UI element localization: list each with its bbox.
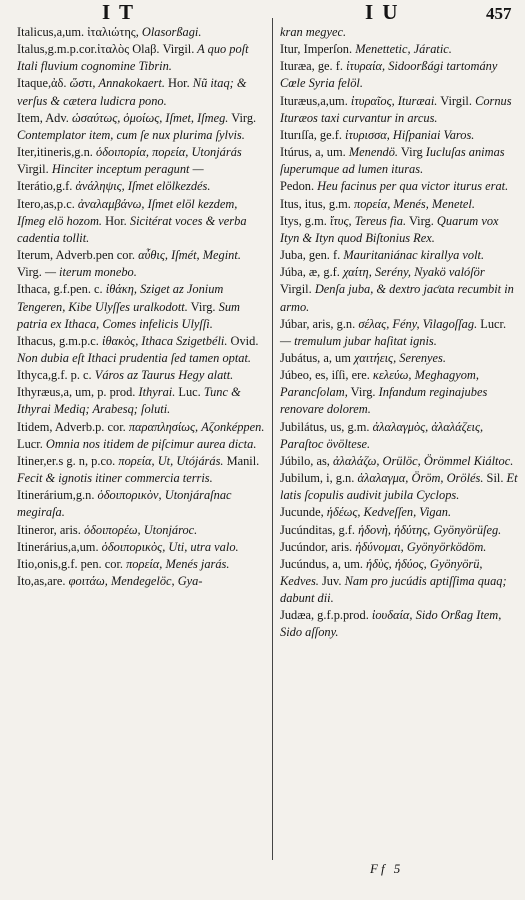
dictionary-entry [17,419,268,453]
left-column [17,24,268,590]
entry-headword: Juba, gen. f. [280,248,341,263]
dictionary-entry [280,58,518,92]
entry-gloss: — iterum monebo. [41,265,137,280]
entry-gloss: ἰθακὸς, Ithaca Szigetbéli. [98,333,228,348]
dictionary-entry [17,196,268,247]
dictionary-entry [17,24,268,41]
entry-headword: Jubilátus, us, g.m. [280,419,370,434]
entry-gloss: πορεία, Menés jarás. [123,556,230,571]
dictionary-entry [17,333,268,367]
entry-gloss: Tunc & Ithyrai Mediq; Arabesq; ſoluti. [17,385,241,417]
entry-headword: Ituræus,a,um. [280,93,348,108]
dictionary-entry [280,196,518,213]
dictionary-entry [280,144,518,178]
dictionary-entry [280,453,518,470]
entry-headword: Ithaca, g.f.pen. c. [17,282,103,297]
page-number: 457 [486,4,512,23]
entry-gloss: Heu facinus per qua victor iturus erat. [314,179,509,194]
entry-headword: Lucr. [477,316,507,331]
entry-gloss: κελεύω, Meghagyom, Parancſolam, [280,368,479,400]
dictionary-entry [17,539,268,556]
entry-gloss: ἰτυρισσα, Hiſpaniai Varos. [341,127,475,142]
entry-gloss: Et latis ſcopulis audivit jubila Cyclops. [280,471,518,503]
dictionary-entry [17,178,268,195]
entry-headword: Itinerárius,a,um. [17,539,99,554]
entry-gloss: Nũ itaq; & verſus & cætera ludicra pono. [17,76,247,108]
entry-headword: Luc. [175,385,201,400]
entry-gloss: ἀλαλάζω, Orülöc, Örömmel Kiáltoc. [329,453,514,468]
entry-headword: Itúrus, a, um. [280,145,346,160]
column-divider [272,18,273,860]
dictionary-entry [280,350,518,367]
entry-gloss: Infandum reginajubes renovare dolorem. [280,385,488,417]
dictionary-entry [280,127,518,144]
signature-mark: Ff 5 [370,861,404,876]
entry-headword: Ithyræus,a, um, p. prod. [17,385,136,400]
entry-gloss: A quo poſt Itali fluvium cognomine Tibrin. [17,42,249,74]
dictionary-entry [17,281,268,332]
entry-headword: Sil. [483,471,504,486]
dictionary-entry [17,573,268,590]
entry-headword: Iterátio,g.f. [17,179,73,194]
dictionary-entry [280,470,518,504]
dictionary-entry [280,504,518,521]
entry-gloss: ἡδονὴ, ἡδύτης, Gyönyörüſeg. [355,522,502,537]
entry-headword: Júbilo, as, [280,453,330,468]
dictionary-entry [17,144,268,178]
entry-gloss: αὖθις, Iſmét, Megint. [135,248,241,263]
entry-headword: Iterum, Adverb.pen cor. [17,248,136,263]
entry-gloss: Menendö. [345,145,399,160]
entry-gloss: Contemplator item, cum ſe nux plurima ſylvis. [17,127,245,142]
entry-gloss: Cornus Ituræos taxi curvantur in arcus. [280,93,512,125]
entry-gloss: ἡδύνομαι, Gyönyörködöm. [352,539,487,554]
entry-gloss: ὁδοιπορέω, Utonjároc. [80,522,198,537]
entry-headword: Itys, g.m. [280,213,327,228]
entry-headword: Hor. [164,76,190,91]
entry-headword: Virgil. [437,93,472,108]
entry-headword: Ithacus, g.m.p.c. [17,333,99,348]
entry-headword: Itidem, Adverb.p. cor. [17,419,126,434]
entry-gloss: ὁδοιπορία, πορεία, Utonjárás [92,145,242,160]
entry-headword: Virg. [406,213,434,228]
entry-gloss: ἰουδαία, Sido Orßag Item, Sido aſſony. [280,608,502,640]
dictionary-entry [17,522,268,539]
entry-headword: Jubátus, a, um [280,350,351,365]
entry-headword: Virg. [17,265,42,280]
dictionary-entry [280,247,518,264]
dictionary-entry [280,419,518,453]
entry-gloss: Omnia nos itidem de piſcimur aurea dicta. [42,436,257,451]
entry-gloss: ἀνάληψις, Iſmet elölkezdés. [72,179,211,194]
entry-headword: Itur, Imperſon. [280,42,353,57]
dictionary-entry [280,367,518,418]
entry-gloss: Non dubia eſt Ithaci prudentia ſed tamen optat. [17,350,252,365]
dictionary-entry [17,453,268,487]
entry-gloss: ὥστι, Annakokaert. [66,76,165,91]
entry-gloss: Quarum vox Ityn & Ityn quod Biſtonius Rex. [280,213,499,245]
entry-gloss: Denſa juba, & dextro jaƈata recumbit in armo. [280,282,514,314]
dictionary-entry [17,384,268,418]
entry-gloss: ἡδέως, Kedveſſen, Vigan. [323,505,452,520]
entry-gloss: Olasorßagi. [138,25,202,39]
entry-gloss: Menettetic, Járatic. [352,42,452,57]
entry-headword: Item, Adv. [17,110,69,125]
entry-gloss: χαίτη, Serény, Nyakö valóſör [339,265,485,280]
dictionary-entry [280,213,518,247]
entry-gloss: Hinciter inceptum peragunt — [48,162,204,177]
entry-headword: Itineror, aris. [17,522,81,537]
dictionary-entry [280,178,518,195]
dictionary-entry [280,556,518,607]
entry-headword: Ito,as,are. [17,574,66,588]
entry-headword: Hor. [102,213,127,228]
entry-gloss: Sicitérat voces & verba cadentia tollit. [17,213,247,245]
entry-headword: Ituræa, ge. f. [280,59,343,74]
entry-headword: Jubilum, i, g.n. [280,471,355,486]
entry-gloss: Nam pro jucúdis aptiſſima quaq; dabunt dii. [280,574,507,606]
entry-gloss: ἰτυραῖος, Ituræai. [347,93,438,108]
entry-gloss: πορεία, Menés, Menetel. [350,196,475,211]
entry-headword: Júba, æ, g.f. [280,265,340,280]
entry-headword: Juv. [318,574,342,588]
dictionary-entry [17,556,268,573]
entry-headword: Itero,as,p.c. [17,196,75,211]
entry-headword: Ithyca,g.f. p. c. [17,368,92,383]
entry-headword: Itiner,er.s g. n, p.co. [17,453,116,468]
dictionary-entry [17,367,268,384]
entry-headword: Jucunde, [280,505,324,520]
entry-gloss: Mauritaniánac kirallya volt. [340,248,485,263]
entry-headword: Jucúnditas, g.f. [280,522,356,537]
entry-gloss: ἀλαλαγμὸς, ἀλαλάζεις, Paraſtoc övöltese. [280,419,484,451]
entry-gloss: ὡσαύτως, ὁμοίως, Iſmet, Iſmeg. [68,110,229,125]
entry-gloss: ἰθάκη, Sziget az Jonium Tengeren, Kibe Ulyſſes uralkodott. [17,282,224,314]
entry-headword: Virg [398,145,423,160]
entry-gloss: ὁδοιπορικὸς, Uti, utra valo. [98,539,239,554]
entry-headword: Italicus,a,um. ἰταλιώτης, [17,25,139,39]
dictionary-entry [280,539,518,556]
dictionary-entry [17,41,268,75]
entry-headword: Iturıſſa, ge.f. [280,127,342,142]
entry-headword: Virg. [187,299,216,314]
entry-gloss: ἴτυς, Tereus fia. [326,213,407,228]
running-head-right: I U [365,0,400,24]
entry-headword: Pedon. [280,179,315,194]
dictionary-entry [280,316,518,350]
entry-gloss: χαιτήεις, Serenyes. [350,350,446,365]
entry-gloss: Fecit & ignotis itiner commercia terris. [17,471,213,486]
entry-headword: Judæa, g.f.p.prod. [280,608,369,623]
entry-headword: Itinerárium,g.n. [17,488,95,503]
dictionary-entry [17,110,268,144]
entry-headword: Júbeo, es, iſſi, ere. [280,368,370,383]
dictionary-entry [280,93,518,127]
dictionary-entry [17,487,268,521]
entry-gloss: φοιτάω, Mendegelöc, Gya- [65,574,203,588]
entry-gloss: Ithyrai. [135,385,176,400]
entry-gloss: — tremulum jubar haſitat ignis. [280,333,437,348]
entry-headword: Manil. [223,453,260,468]
entry-headword: Lucr. [17,436,43,451]
entry-headword: Jucúndus, a, um. [280,556,363,571]
entry-headword: Jucúndor, aris. [280,539,353,554]
entry-gloss: kran megyec. [280,25,347,39]
dictionary-entry [280,24,518,41]
entry-gloss: Sum patria ex Ithaca, Comes infelicis Ulyſſi. [17,299,240,331]
entry-gloss: Város az Taurus Hegy alatt. [91,368,234,383]
entry-headword: Itaque,ἀδ. [17,76,67,91]
right-column [280,24,518,642]
entry-headword: Ovid. [227,333,259,348]
entry-headword: Iter,itineris,g.n. [17,145,93,160]
entry-gloss: ἰτυραία, Sidoorßági tartomány Cœle Syria felöl. [280,59,498,91]
entry-headword: Virg. [228,110,257,125]
entry-headword: Itus, itus, g.m. [280,196,351,211]
entry-gloss: παραπλησίως, Aζonképpen. [125,419,265,434]
entry-headword: Virg. [347,385,376,400]
entry-gloss: ἀλαλαγμα, Öröm, Orölés. [354,471,484,486]
running-head-left: I T [102,0,136,24]
entry-gloss: πορεία, Ut, Utójárás. [115,453,224,468]
entry-gloss: σέλας, Fény, Vilagoſſag. [355,316,478,331]
entry-gloss: Iucluſas animas ſuperumque ad lumen ituras. [280,145,505,177]
dictionary-entry [280,41,518,58]
dictionary-entry [280,522,518,539]
entry-headword: Virgil. [280,282,312,297]
entry-gloss: ἡδὺς, ἡδύος, Gyönyörü, Kedves. [280,556,483,588]
entry-headword: Italus,g.m.p.cor.ἰταλὸς Olaβ. Virgil. [17,42,195,57]
entry-gloss: ἀναλαμβάνω, Iſmet elöl kezdem, Iſmeg elö hozom. [17,196,238,228]
dictionary-entry [280,607,518,641]
dictionary-entry [17,247,268,281]
entry-headword: Itio,onis,g.f. pen. cor. [17,556,123,571]
dictionary-entry [17,75,268,109]
entry-gloss: ὁδοιπορικὸν, Utonjáraſnac megiraſa. [17,488,232,520]
dictionary-entry [280,264,518,315]
entry-headword: Júbar, aris, g.n. [280,316,356,331]
entry-headword: Virgil. [17,162,49,177]
